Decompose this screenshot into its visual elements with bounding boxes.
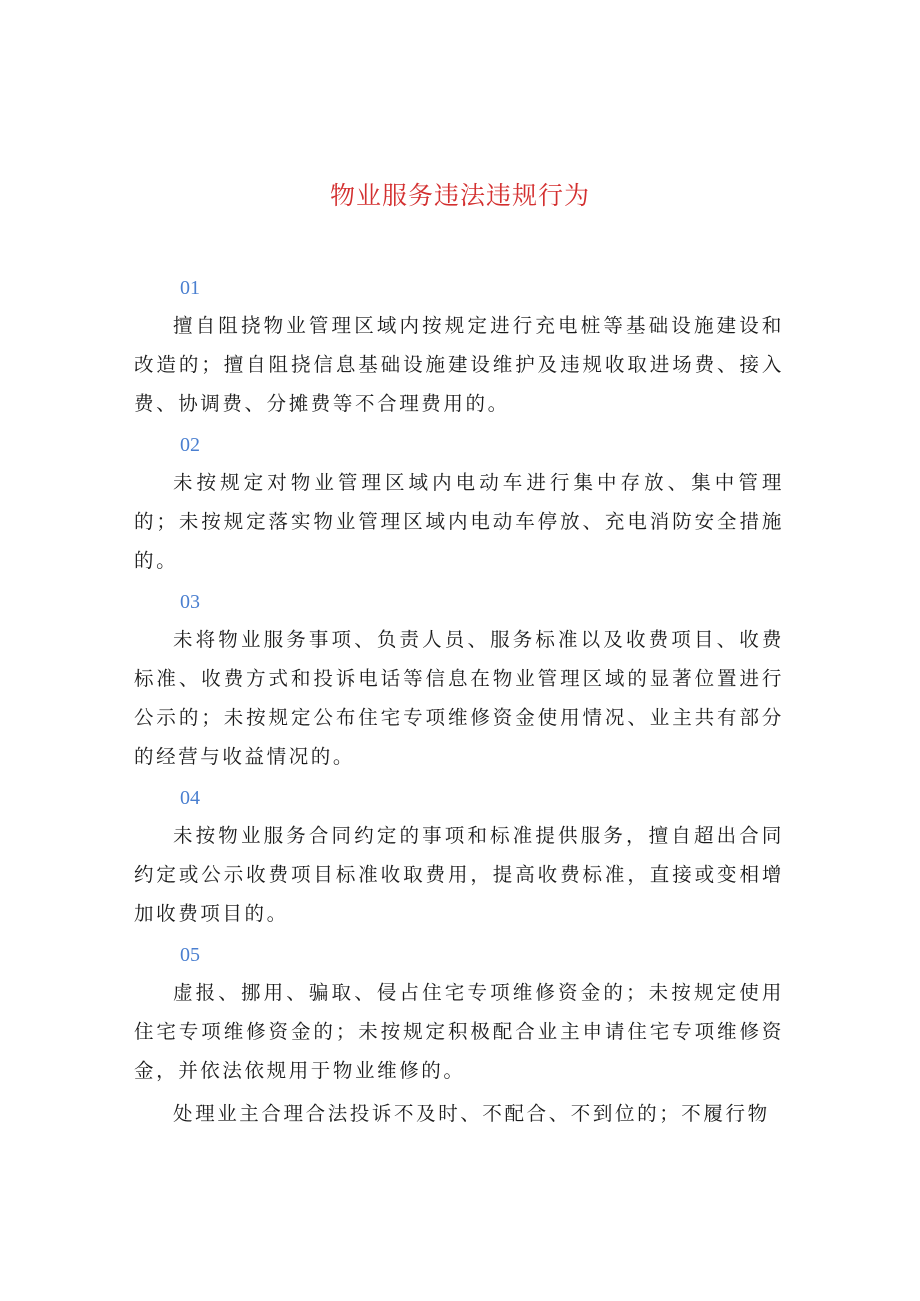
trailing-paragraph: 处理业主合理合法投诉不及时、不配合、不到位的；不履行物 bbox=[173, 1102, 770, 1125]
section-number: 01 bbox=[180, 277, 200, 299]
section-number: 04 bbox=[180, 787, 200, 809]
section-number: 02 bbox=[180, 434, 200, 456]
section-number: 03 bbox=[180, 591, 200, 613]
section-04 bbox=[134, 780, 784, 933]
section-text: 擅自阻挠物业管理区域内按规定进行充电桩等基础设施建设和改造的；擅自阻挠信息基础设施建设维护及违规收取进场费、接入费、协调费、分摊费等不合理费用的。 bbox=[134, 314, 784, 415]
section-05 bbox=[134, 937, 784, 1090]
section-01 bbox=[134, 270, 784, 423]
section-03 bbox=[134, 584, 784, 776]
section-text: 未按物业服务合同约定的事项和标准提供服务，擅自超出合同约定或公示收费项目标准收取费用，提高收费标准，直接或变相增加收费项目的。 bbox=[134, 824, 784, 925]
section-text: 虚报、挪用、骗取、侵占住宅专项维修资金的；未按规定使用住宅专项维修资金的；未按规定积极配合业主申请住宅专项维修资金，并依法依规用于物业维修的。 bbox=[134, 981, 784, 1082]
document-body bbox=[134, 270, 784, 1137]
section-text: 未将物业服务事项、负责人员、服务标准以及收费项目、收费标准、收费方式和投诉电话等信息在物业管理区域的显著位置进行公示的；未按规定公布住宅专项维修资金使用情况、业主共有部分的经营与收益情况的。 bbox=[134, 628, 784, 768]
section-text: 未按规定对物业管理区域内电动车进行集中存放、集中管理的；未按规定落实物业管理区域内电动车停放、充电消防安全措施的。 bbox=[134, 471, 784, 572]
section-02 bbox=[134, 427, 784, 580]
page-title: 物业服务违法违规行为 bbox=[329, 181, 590, 210]
section-number: 05 bbox=[180, 944, 200, 966]
